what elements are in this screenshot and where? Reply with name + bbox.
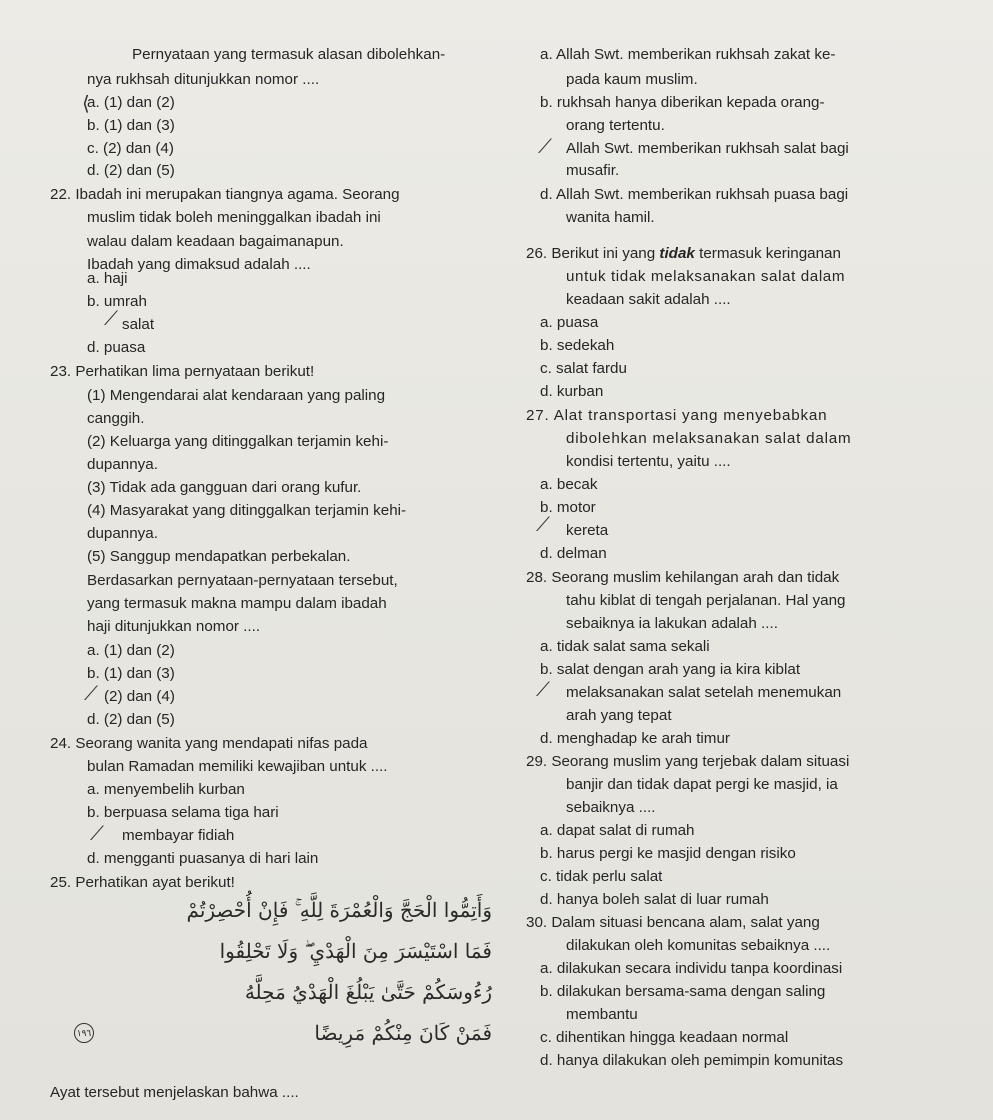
q30-option-d[interactable]: d. hanya dilakukan oleh pemimpin komunitas <box>540 1052 844 1069</box>
q25-question: Ayat tersebut menjelaskan bahwa .... <box>50 1084 299 1101</box>
q22-stem-line: muslim tidak boleh meninggalkan ibadah ini <box>87 209 381 226</box>
q24-stem-line: bulan Ramadan memiliki kewajiban untuk .... <box>87 758 388 775</box>
q29-option-b[interactable]: b. harus pergi ke masjid dengan risiko <box>540 845 796 862</box>
intro-right-option-c[interactable]: Allah Swt. memberikan rukhsah salat bagi <box>566 140 849 157</box>
q23-statement: (3) Tidak ada gangguan dari orang kufur. <box>87 479 362 496</box>
q23-statement: (2) Keluarga yang ditinggalkan terjamin kehi- <box>87 433 389 450</box>
answer-mark-icon: ⟋ <box>90 823 104 845</box>
q24-option-d[interactable]: d. mengganti puasanya di hari lain <box>87 850 319 867</box>
q24-stem-line: 24. Seorang wanita yang mendapati nifas pada <box>50 735 368 752</box>
q28-stem-line: 28. Seorang muslim kehilangan arah dan tidak <box>526 569 840 586</box>
q24-option-a[interactable]: a. menyembelih kurban <box>87 781 245 798</box>
q28-stem-line: tahu kiblat di tengah perjalanan. Hal yang <box>566 592 846 609</box>
q23-question: Berdasarkan pernyataan-pernyataan tersebut, <box>87 572 398 589</box>
q23-question: yang termasuk makna mampu dalam ibadah <box>87 595 387 612</box>
q25-arabic-line: رُءُوسَكُمْ حَتَّىٰ يَبْلُغَ الْهَدْيُ مَحِلَّهُ <box>244 980 492 1004</box>
q25-arabic-line: فَمَنْ كَانَ مِنْكُمْ مَرِيضًا <box>314 1021 492 1045</box>
q27-option-c[interactable]: kereta <box>566 522 609 539</box>
q23-option-b[interactable]: b. (1) dan (3) <box>87 665 175 682</box>
q22-stem-line: Ibadah yang dimaksud adalah .... <box>87 256 311 273</box>
q22-option-d[interactable]: d. puasa <box>87 339 146 356</box>
q29-stem-line: 29. Seorang muslim yang terjebak dalam situasi <box>526 753 850 770</box>
q26-stem-emph: tidak <box>659 245 695 262</box>
q22-stem-line: walau dalam keadaan bagaimanapun. <box>87 233 344 250</box>
q26-option-c[interactable]: c. salat fardu <box>540 360 627 377</box>
q28-option-d[interactable]: d. menghadap ke arah timur <box>540 730 730 747</box>
q29-option-c[interactable]: c. tidak perlu salat <box>540 868 663 885</box>
q30-stem-line: 30. Dalam situasi bencana alam, salat yang <box>526 914 820 931</box>
q27-option-d[interactable]: d. delman <box>540 545 607 562</box>
q26-option-b[interactable]: b. sedekah <box>540 337 615 354</box>
q27-option-a[interactable]: a. becak <box>540 476 598 493</box>
q26-stem-line: keadaan sakit adalah .... <box>566 291 731 308</box>
answer-mark-icon: ⟋ <box>536 679 550 701</box>
intro-stem-line: Pernyataan yang termasuk alasan dibolehkan- <box>132 46 446 63</box>
q22-option-b[interactable]: b. umrah <box>87 293 147 310</box>
q23-option-a[interactable]: a. (1) dan (2) <box>87 642 175 659</box>
q30-option-a[interactable]: a. dilakukan secara individu tanpa koordinasi <box>540 960 843 977</box>
q29-stem-line: sebaiknya .... <box>566 799 656 816</box>
q22-option-c[interactable]: salat <box>122 316 155 333</box>
q26-option-d[interactable]: d. kurban <box>540 383 604 400</box>
q27-stem-line: 27. Alat transportasi yang menyebabkan <box>526 407 828 424</box>
q30-option-b[interactable]: b. dilakukan bersama-sama dengan saling <box>540 983 826 1000</box>
q23-statement: dupannya. <box>87 456 158 473</box>
answer-mark-icon: ⟋ <box>538 136 552 158</box>
intro-right-option-d-cont: wanita hamil. <box>566 209 655 226</box>
answer-mark-icon: ⟋ <box>104 308 118 330</box>
q25-stem: 25. Perhatikan ayat berikut! <box>50 874 235 891</box>
q28-stem-line: sebaiknya ia lakukan adalah .... <box>566 615 778 632</box>
q26-stem-prefix: 26. Berikut ini yang <box>526 245 656 262</box>
q23-statement: (4) Masyarakat yang ditinggalkan terjamin kehi- <box>87 502 407 519</box>
intro-right-option-c-cont: musafir. <box>566 162 620 179</box>
q23-question: haji ditunjukkan nomor .... <box>87 618 261 635</box>
q28-option-a[interactable]: a. tidak salat sama sekali <box>540 638 710 655</box>
q23-stem: 23. Perhatikan lima pernyataan berikut! <box>50 363 315 380</box>
q25-arabic-line: فَمَا اسْتَيْسَرَ مِنَ الْهَدْيِ ۖ وَلَا تَحْلِقُوا <box>219 939 492 963</box>
q29-option-d[interactable]: d. hanya boleh salat di luar rumah <box>540 891 769 908</box>
q23-statement: dupannya. <box>87 525 158 542</box>
q27-stem-line: kondisi tertentu, yaitu .... <box>566 453 731 470</box>
intro-option-b[interactable]: b. (1) dan (3) <box>87 117 175 134</box>
q28-option-b[interactable]: b. salat dengan arah yang ia kira kiblat <box>540 661 801 678</box>
intro-right-option-a-cont: pada kaum muslim. <box>566 71 698 88</box>
q23-statement: canggih. <box>87 410 145 427</box>
answer-mark-icon: ⟨ <box>82 93 90 115</box>
q22-option-a[interactable]: a. haji <box>87 270 128 287</box>
q29-option-a[interactable]: a. dapat salat di rumah <box>540 822 695 839</box>
q23-option-d[interactable]: d. (2) dan (5) <box>87 711 175 728</box>
intro-right-option-b-cont: orang tertentu. <box>566 117 665 134</box>
q23-statement: (5) Sanggup mendapatkan perbekalan. <box>87 548 351 565</box>
q30-stem-line: dilakukan oleh komunitas sebaiknya .... <box>566 937 831 954</box>
q26-stem-line: untuk tidak melaksanakan salat dalam <box>566 268 846 285</box>
q30-option-b-cont: membantu <box>566 1006 638 1023</box>
intro-option-a[interactable]: a. (1) dan (2) <box>87 94 175 111</box>
q29-stem-line: banjir dan tidak dapat pergi ke masjid, ia <box>566 776 838 793</box>
q28-option-c-cont: arah yang tepat <box>566 707 672 724</box>
q24-option-c[interactable]: membayar fidiah <box>122 827 235 844</box>
q25-arabic-line: وَأَتِمُّوا الْحَجَّ وَالْعُمْرَةَ لِلَّهِ ۚ فَإِنْ أُحْصِرْتُمْ <box>186 898 492 922</box>
q27-stem-line: dibolehkan melaksanakan salat dalam <box>566 430 852 447</box>
q24-option-b[interactable]: b. berpuasa selama tiga hari <box>87 804 279 821</box>
q28-option-c[interactable]: melaksanakan salat setelah menemukan <box>566 684 842 701</box>
ayah-number-icon: ١٩٦ <box>74 1023 94 1043</box>
q23-statement: (1) Mengendarai alat kendaraan yang paling <box>87 387 386 404</box>
q22-stem-line: 22. Ibadah ini merupakan tiangnya agama. Seorang <box>50 186 400 203</box>
intro-right-option-d[interactable]: d. Allah Swt. memberikan rukhsah puasa bagi <box>540 186 849 203</box>
answer-mark-icon: ⟋ <box>536 514 550 536</box>
intro-right-option-a[interactable]: a. Allah Swt. memberikan rukhsah zakat ke- <box>540 46 836 63</box>
intro-option-c[interactable]: c. (2) dan (4) <box>87 140 174 157</box>
intro-stem-line: nya rukhsah ditunjukkan nomor .... <box>87 71 320 88</box>
q30-option-c[interactable]: c. dihentikan hingga keadaan normal <box>540 1029 789 1046</box>
q27-option-b[interactable]: b. motor <box>540 499 596 516</box>
q26-stem-suffix: termasuk keringanan <box>699 245 841 262</box>
intro-right-option-b[interactable]: b. rukhsah hanya diberikan kepada orang- <box>540 94 825 111</box>
answer-mark-icon: ⟋ <box>84 683 98 705</box>
q26-stem-line <box>526 245 841 263</box>
q26-option-a[interactable]: a. puasa <box>540 314 599 331</box>
intro-option-d[interactable]: d. (2) dan (5) <box>87 162 175 179</box>
q23-option-c[interactable]: (2) dan (4) <box>104 688 175 705</box>
